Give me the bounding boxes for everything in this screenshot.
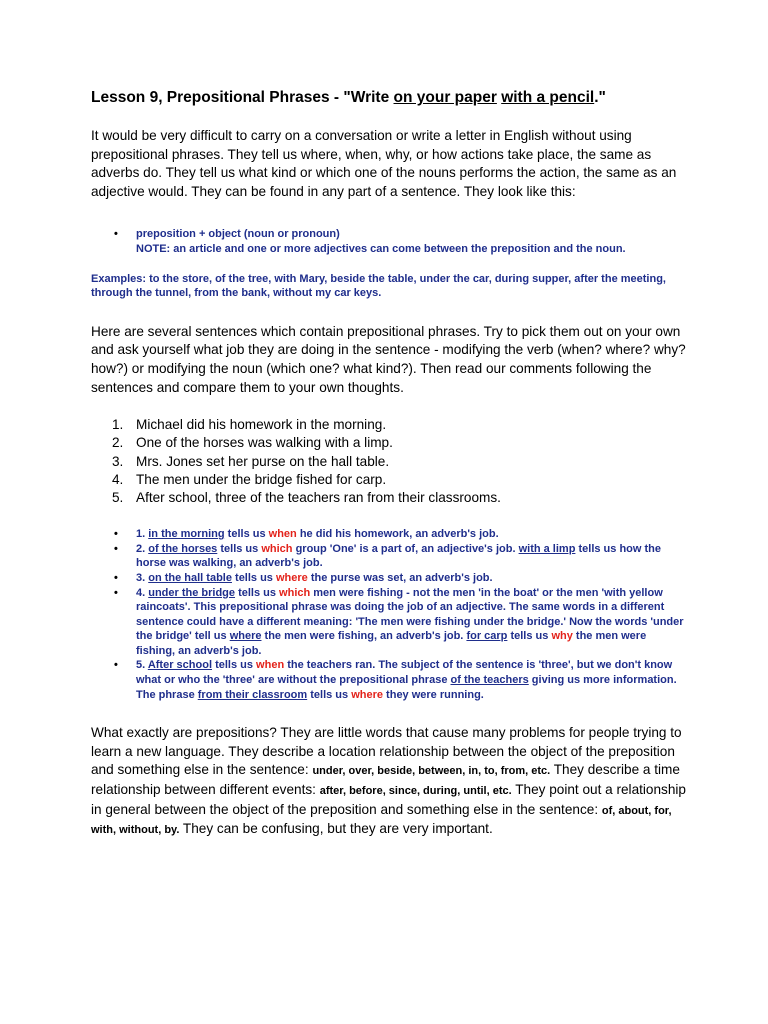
structure-note xyxy=(91,227,708,256)
comment-text: 2. xyxy=(136,542,149,555)
phrase-underlined: of the teachers xyxy=(450,674,529,687)
comment-text: 5. xyxy=(136,659,148,672)
phrase-underlined: under the bridge xyxy=(148,586,236,599)
comment-text: 3. xyxy=(136,571,149,584)
phrase-underlined: After school xyxy=(147,659,213,672)
phrase-underlined: for carp xyxy=(466,630,508,643)
bullet-icon: • xyxy=(114,542,118,555)
sentence-text: Mrs. Jones set her purse on the hall table. xyxy=(136,453,390,469)
sentence-item xyxy=(91,434,708,452)
sentence-text: Michael did his homework in the morning. xyxy=(136,417,387,433)
lesson-title xyxy=(91,88,708,108)
sentence-text: After school, three of the teachers ran from their classrooms. xyxy=(136,489,501,505)
sentence-item xyxy=(91,416,708,434)
title-underlined-2: with a pencil xyxy=(501,89,595,106)
comment-text: tells us xyxy=(231,571,276,584)
sentence-item xyxy=(91,471,708,489)
phrase-underlined: from their classroom xyxy=(197,688,308,701)
sentence-number: 2. xyxy=(112,435,124,451)
paragraph-text: They point out a relationship in general between the object of the preposition and something else in the sentence: xyxy=(91,782,686,817)
comment-text: giving us more information. The phrase xyxy=(136,674,677,701)
note-line-2: NOTE: an article and one or more adjectives can come between the preposition and the noun. xyxy=(136,242,626,255)
comment-text: the men were fishing, an adverb's job. xyxy=(261,630,467,643)
phrase-underlined: on the hall table xyxy=(148,571,232,584)
sentence-number: 1. xyxy=(112,417,124,433)
prepositions-paragraph xyxy=(91,724,691,840)
question-word-red: which xyxy=(279,586,311,599)
comment-text: tells us how the horse was walking, an adverb's job. xyxy=(136,542,661,570)
intro-paragraph: It would be very difficult to carry on a conversation or write a letter in English without using prepositional phrases. They tell us where, when, why, or how actions take place, the same as adverbs do. They tell us what kind or which one of the nouns performs the action, the same as an adjective would. They can be found in any part of a sentence. They look like this: xyxy=(91,128,677,199)
comment-text: tells us xyxy=(212,659,257,672)
practice-paragraph: Here are several sentences which contain prepositional phrases. Try to pick them out on your own and ask yourself what job they are doing in the sentence - modifying the verb (when? where? why? how?) or modifying the noun (which one? what kind?). Then read our comments following the sentences and compare them to your own thoughts. xyxy=(91,323,686,395)
comment-text: the purse was set, an adverb's job. xyxy=(307,571,493,584)
comment-text: tells us xyxy=(507,630,552,643)
bullet-icon: • xyxy=(114,571,118,584)
phrase-underlined: in the morning xyxy=(148,528,225,541)
comment-text: the teachers ran. The subject of the sentence is 'three', but we don't know what or who the 'three' are without the prepositional phrase xyxy=(136,659,673,687)
phrase-underlined: of the horses xyxy=(148,542,218,555)
bullet-icon: • xyxy=(114,228,118,241)
comment-text: 1. xyxy=(136,528,149,541)
title-prefix: Lesson 9, Prepositional Phrases - "Write xyxy=(91,89,394,106)
sentence-item xyxy=(91,453,708,471)
question-word-red: why xyxy=(551,630,573,643)
question-word-red: when xyxy=(256,659,285,672)
phrase-underlined: with a limp xyxy=(518,542,576,555)
comment-item-1 xyxy=(91,527,684,542)
comment-text: tells us xyxy=(307,688,352,701)
paragraph-text: They can be confusing, but they are very important. xyxy=(179,821,493,837)
comment-text: tells us xyxy=(235,586,280,599)
phrase-underlined: where xyxy=(229,630,262,643)
question-word-red: when xyxy=(268,528,297,541)
comment-text: group 'One' is a part of, an adjective's job. xyxy=(292,542,519,555)
bullet-icon: • xyxy=(114,528,118,541)
question-word-red: which xyxy=(261,542,293,555)
time-prepositions: after, before, since, during, until, etc. xyxy=(319,785,512,798)
comment-item-4 xyxy=(91,586,684,659)
examples-paragraph: Examples: to the store, of the tree, with Mary, beside the table, under the car, during supper, after the meeting, through the tunnel, from the bank, without my car keys. xyxy=(91,272,666,300)
comment-text: they were running. xyxy=(383,688,484,701)
sentence-text: The men under the bridge fished for carp. xyxy=(136,471,387,487)
sentence-item xyxy=(91,489,708,507)
paragraph-text: What exactly are prepositions? They are little words that cause many problems for people trying to learn a new language. They describe a location relationship between the object of the preposition and something else in the sentence: xyxy=(91,725,682,778)
comment-item-5 xyxy=(91,658,684,702)
paragraph-text: They describe a time relationship between different events: xyxy=(91,762,680,798)
sentence-text: One of the horses was walking with a limp. xyxy=(136,435,393,451)
sentence-number: 4. xyxy=(112,471,124,487)
title-suffix: ." xyxy=(594,89,606,106)
comment-item-2 xyxy=(91,542,684,571)
question-word-red: where xyxy=(351,688,383,701)
comment-text: the men were fishing, an adverb's job. xyxy=(136,630,647,657)
comment-text: 4. xyxy=(136,586,149,599)
comments-list xyxy=(91,527,708,702)
note-line-1: preposition + object (noun or pronoun) xyxy=(136,228,340,241)
comment-text: men were fishing - not the men 'in the boat' or the men 'with yellow raincoats'. This prepositional phrase was doing the job of an adjective. The same words in a different sentence could have a different meaning: 'The men were fishing under the bridge.' Now the words 'under the bridge' tell us xyxy=(136,586,684,643)
question-word-red: where xyxy=(276,571,308,584)
comment-text: he did his homework, an adverb's job. xyxy=(296,528,499,541)
comment-text: tells us xyxy=(217,542,262,555)
sentence-number: 5. xyxy=(112,489,124,505)
comment-text: tells us xyxy=(224,528,269,541)
bullet-icon: • xyxy=(114,586,118,599)
title-underlined-1: on your paper xyxy=(393,89,497,106)
sentence-number: 3. xyxy=(112,453,124,469)
example-sentences-list xyxy=(91,416,708,507)
general-prepositions: of, about, for, with, without, by. xyxy=(91,804,672,837)
structure-note-list xyxy=(91,227,708,256)
comment-item-3 xyxy=(91,571,684,586)
bullet-icon: • xyxy=(114,659,118,672)
location-prepositions: under, over, beside, between, in, to, from, etc. xyxy=(312,765,551,778)
